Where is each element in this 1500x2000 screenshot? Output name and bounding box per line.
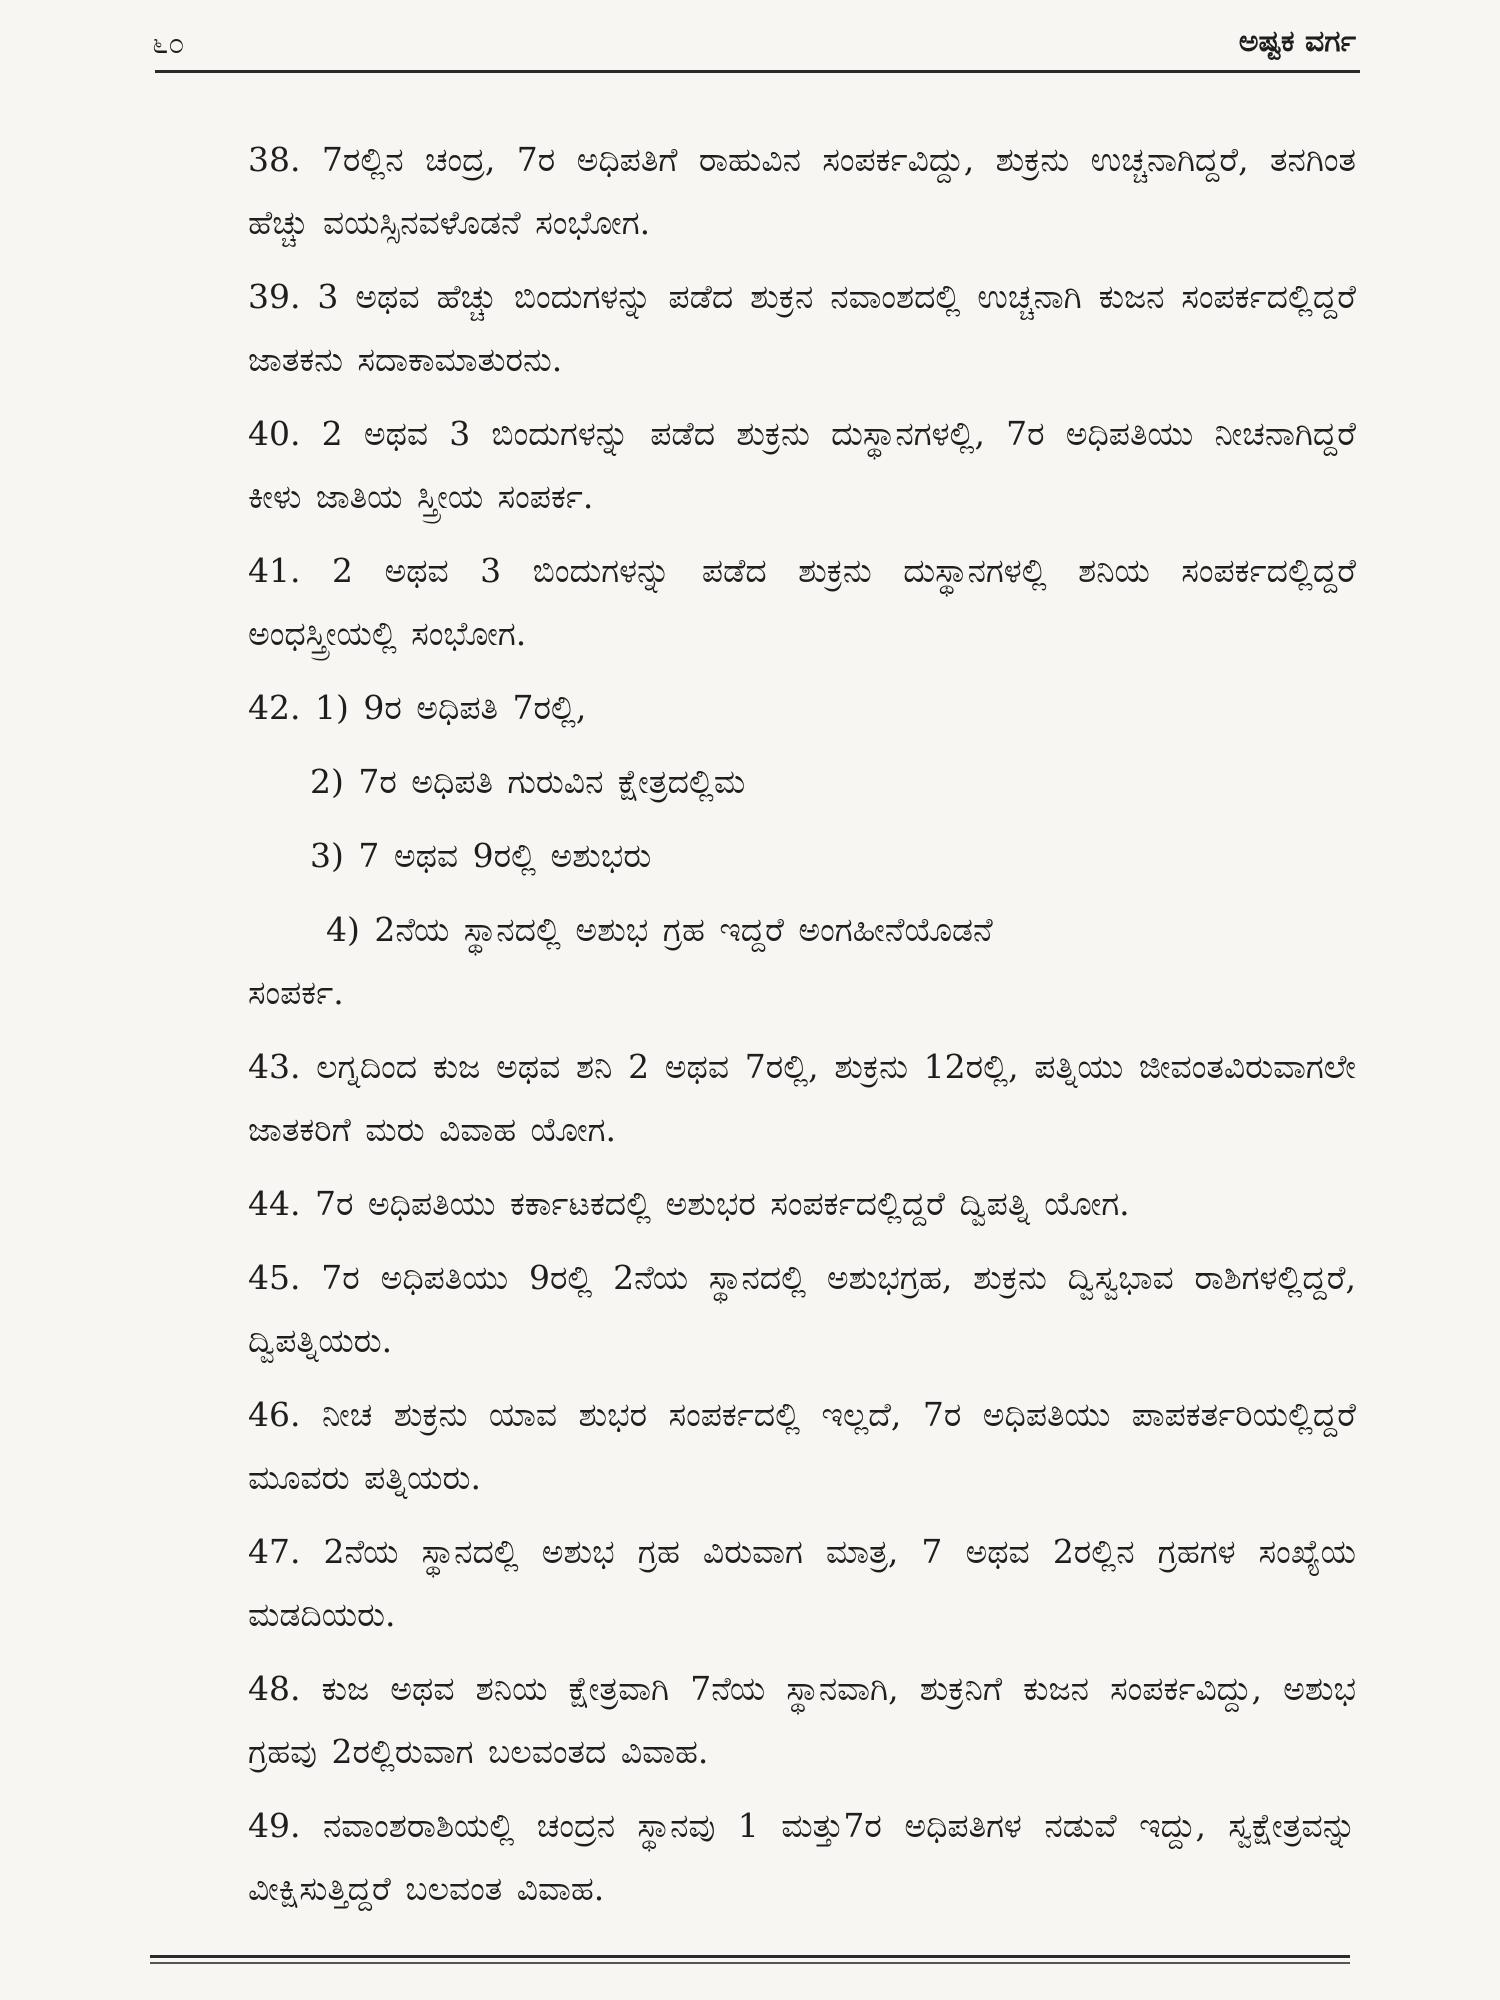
list-item: 40. 2 ಅಥವ 3 ಬಿಂದುಗಳನ್ನು ಪಡೆದ ಶುಕ್ರನು ದುಸ್ಥಾನಗಳಲ್ಲಿ, 7ರ ಅಧಿಪತಿಯು ನೀಚನಾಗಿದ್ದರೆ ಕೀಳು ಜಾತಿಯ ಸ್ತ್ರೀಯ ಸಂಪರ್ಕ. (248, 414, 1356, 516)
sub-list-item-first-line: 4) 2ನೆಯ ಸ್ಥಾನದಲ್ಲಿ ಅಶುಭ ಗ್ರಹ ಇದ್ದರೆ ಅಂಗಹೀನೆಯೊಡನೆ (326, 910, 993, 949)
list-item: 46. ನೀಚ ಶುಕ್ರನು ಯಾವ ಶುಭರ ಸಂಪರ್ಕದಲ್ಲಿ ಇಲ್ಲದೆ, 7ರ ಅಧಿಪತಿಯು ಪಾಪಕರ್ತರಿಯಲ್ಲಿದ್ದರೆ ಮೂವರು ಪತ್ನಿಯರು. (248, 1395, 1356, 1497)
footer-rule-thin (150, 1962, 1350, 1964)
list-item: 39. 3 ಅಥವ ಹೆಚ್ಚು ಬಿಂದುಗಳನ್ನು ಪಡೆದ ಶುಕ್ರನ ನವಾಂಶದಲ್ಲಿ ಉಚ್ಚನಾಗಿ ಕುಜನ ಸಂಪರ್ಕದಲ್ಲಿದ್ದರೆ ಜಾತಕನು ಸದಾಕಾಮಾತುರನು. (248, 277, 1356, 379)
list-item: 45. 7ರ ಅಧಿಪತಿಯು 9ರಲ್ಲಿ 2ನೆಯ ಸ್ಥಾನದಲ್ಲಿ ಅಶುಭಗ್ರಹ, ಶುಕ್ರನು ದ್ವಿಸ್ವಭಾವ ರಾಶಿಗಳಲ್ಲಿದ್ದರೆ, ದ್ವಿಪತ್ನಿಯರು. (248, 1258, 1356, 1360)
running-title: ಅಷ್ಟಕ ವರ್ಗ (1238, 24, 1356, 59)
list-item: 44. 7ರ ಅಧಿಪತಿಯು ಕರ್ಕಾಟಕದಲ್ಲಿ ಅಶುಭರ ಸಂಪರ್ಕದಲ್ಲಿದ್ದರೆ ದ್ವಿಪತ್ನಿ ಯೋಗ. (248, 1184, 1130, 1223)
footer-rule (150, 1955, 1350, 1958)
sub-list-item: 2) 7ರ ಅಧಿಪತಿ ಗುರುವಿನ ಕ್ಷೇತ್ರದಲ್ಲಿಮ (310, 762, 746, 801)
list-item: 38. 7ರಲ್ಲಿನ ಚಂದ್ರ, 7ರ ಅಧಿಪತಿಗೆ ರಾಹುವಿನ ಸಂಪರ್ಕವಿದ್ದು, ಶುಕ್ರನು ಉಚ್ಚನಾಗಿದ್ದರೆ, ತನಗಿಂತ ಹೆಚ್ಚು ವಯಸ್ಸಿನವಳೊಡನೆ ಸಂಭೋಗ. (248, 140, 1356, 242)
page-body (248, 128, 1356, 1931)
list-item: 48. ಕುಜ ಅಥವ ಶನಿಯ ಕ್ಷೇತ್ರವಾಗಿ 7ನೆಯ ಸ್ಥಾನವಾಗಿ, ಶುಕ್ರನಿಗೆ ಕುಜನ ಸಂಪರ್ಕವಿದ್ದು, ಅಶುಭ ಗ್ರಹವು 2ರಲ್ಲಿರುವಾಗ ಬಲವಂತದ ವಿವಾಹ. (248, 1669, 1356, 1771)
list-item: 49. ನವಾಂಶರಾಶಿಯಲ್ಲಿ ಚಂದ್ರನ ಸ್ಥಾನವು 1 ಮತ್ತು7ರ ಅಧಿಪತಿಗಳ ನಡುವೆ ಇದ್ದು, ಸ್ವಕ್ಷೇತ್ರವನ್ನು ವೀಕ್ಷಿಸುತ್ತಿದ್ದರೆ ಬಲವಂತ ವಿವಾಹ. (248, 1806, 1356, 1908)
sub-list-item: 3) 7 ಅಥವ 9ರಲ್ಲಿ ಅಶುಭರು (310, 836, 652, 875)
page-number: ೬೦ (152, 26, 185, 60)
list-item: 42. 1) 9ರ ಅಧಿಪತಿ 7ರಲ್ಲಿ, (248, 688, 587, 727)
list-item: 41. 2 ಅಥವ 3 ಬಿಂದುಗಳನ್ನು ಪಡೆದ ಶುಕ್ರನು ದುಸ್ಥಾನಗಳಲ್ಲಿ ಶನಿಯ ಸಂಪರ್ಕದಲ್ಲಿದ್ದರೆ ಅಂಧಸ್ತ್ರೀಯಲ್ಲಿ ಸಂಭೋಗ. (248, 551, 1356, 653)
header-rule (155, 70, 1360, 73)
sub-list-item (248, 898, 1356, 1024)
sub-list-item-continuation: ಸಂಪರ್ಕ. (248, 973, 344, 1012)
list-item: 47. 2ನೆಯ ಸ್ಥಾನದಲ್ಲಿ ಅಶುಭ ಗ್ರಹ ವಿರುವಾಗ ಮಾತ್ರ, 7 ಅಥವ 2ರಲ್ಲಿನ ಗ್ರಹಗಳ ಸಂಖ್ಯೆಯ ಮಡದಿಯರು. (248, 1532, 1356, 1634)
list-item: 43. ಲಗ್ನದಿಂದ ಕುಜ ಅಥವ ಶನಿ 2 ಅಥವ 7ರಲ್ಲಿ, ಶುಕ್ರನು 12ರಲ್ಲಿ, ಪತ್ನಿಯು ಜೀವಂತವಿರುವಾಗಲೇ ಜಾತಕರಿಗೆ ಮರು ವಿವಾಹ ಯೋಗ. (248, 1047, 1356, 1149)
page-header (150, 22, 1358, 72)
